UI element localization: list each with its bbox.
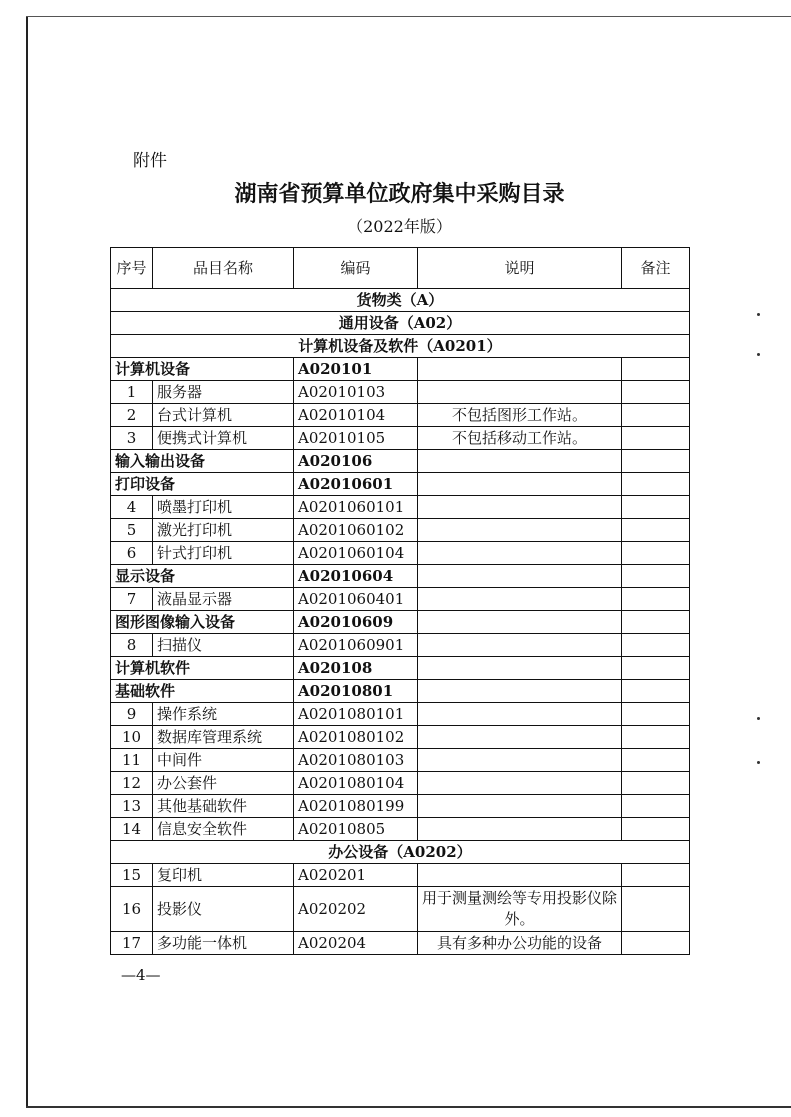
desc-cell (418, 450, 622, 473)
item-code: A0201060101 (294, 496, 418, 519)
item-code: A0201060104 (294, 542, 418, 565)
section-title: 办公设备（A0202） (111, 841, 690, 864)
item-desc (418, 749, 622, 772)
item-desc: 用于测量测绘等专用投影仪除外。 (418, 887, 622, 932)
item-code: A0201060901 (294, 634, 418, 657)
item-seq: 14 (111, 818, 153, 841)
category-name: 输入输出设备 (111, 450, 294, 473)
item-seq: 8 (111, 634, 153, 657)
table-row (111, 542, 690, 565)
item-code: A0201080101 (294, 703, 418, 726)
category-row (111, 680, 690, 703)
item-name: 多功能一体机 (153, 932, 294, 955)
note-cell (622, 703, 690, 726)
category-row (111, 611, 690, 634)
document-edition: （2022年版） (347, 217, 452, 236)
note-cell (622, 358, 690, 381)
note-cell (622, 726, 690, 749)
category-code: A020108 (294, 657, 418, 680)
item-name: 服务器 (153, 381, 294, 404)
table-row (111, 726, 690, 749)
section-title: 通用设备（A02） (111, 312, 690, 335)
note-cell (622, 818, 690, 841)
item-seq: 16 (111, 887, 153, 932)
item-seq: 17 (111, 932, 153, 955)
scan-speck (757, 353, 760, 356)
category-code: A02010601 (294, 473, 418, 496)
note-cell (622, 772, 690, 795)
item-name: 激光打印机 (153, 519, 294, 542)
desc-cell (418, 657, 622, 680)
item-code: A020202 (294, 887, 418, 932)
category-code: A02010604 (294, 565, 418, 588)
table-row (111, 703, 690, 726)
note-cell (622, 932, 690, 955)
note-cell (622, 864, 690, 887)
section-row (111, 841, 690, 864)
section-row (111, 335, 690, 358)
table-row (111, 932, 690, 955)
item-desc (418, 864, 622, 887)
item-desc (418, 818, 622, 841)
scan-speck (757, 717, 760, 720)
category-code: A02010609 (294, 611, 418, 634)
item-seq: 7 (111, 588, 153, 611)
item-seq: 12 (111, 772, 153, 795)
category-name: 计算机软件 (111, 657, 294, 680)
table-row (111, 864, 690, 887)
item-seq: 15 (111, 864, 153, 887)
item-desc: 不包括移动工作站。 (418, 427, 622, 450)
item-code: A020204 (294, 932, 418, 955)
table-row (111, 818, 690, 841)
category-name: 基础软件 (111, 680, 294, 703)
category-row (111, 473, 690, 496)
item-name: 信息安全软件 (153, 818, 294, 841)
item-code: A0201060401 (294, 588, 418, 611)
note-cell (622, 887, 690, 932)
item-code: A0201080104 (294, 772, 418, 795)
item-name: 操作系统 (153, 703, 294, 726)
item-seq: 4 (111, 496, 153, 519)
category-row (111, 565, 690, 588)
desc-cell (418, 358, 622, 381)
item-code: A0201060102 (294, 519, 418, 542)
note-cell (622, 519, 690, 542)
section-title: 货物类（A） (111, 289, 690, 312)
note-cell (622, 473, 690, 496)
desc-cell (418, 565, 622, 588)
category-name: 打印设备 (111, 473, 294, 496)
note-cell (622, 450, 690, 473)
item-desc (418, 703, 622, 726)
desc-cell (418, 611, 622, 634)
header-seq: 序号 (111, 248, 153, 289)
item-name: 投影仪 (153, 887, 294, 932)
note-cell (622, 634, 690, 657)
item-seq: 6 (111, 542, 153, 565)
header-name: 品目名称 (153, 248, 294, 289)
table-row (111, 496, 690, 519)
table-row (111, 795, 690, 818)
item-desc (418, 772, 622, 795)
table-row (111, 381, 690, 404)
category-code: A02010801 (294, 680, 418, 703)
category-row (111, 358, 690, 381)
section-row (111, 289, 690, 312)
item-name: 喷墨打印机 (153, 496, 294, 519)
item-name: 数据库管理系统 (153, 726, 294, 749)
note-cell (622, 404, 690, 427)
item-name: 针式打印机 (153, 542, 294, 565)
section-row (111, 312, 690, 335)
item-name: 台式计算机 (153, 404, 294, 427)
item-desc (418, 381, 622, 404)
table-row (111, 772, 690, 795)
note-cell (622, 565, 690, 588)
item-desc (418, 726, 622, 749)
scan-speck (757, 761, 760, 764)
document-title: 湖南省预算单位政府集中采购目录 (234, 181, 565, 207)
header-note: 备注 (622, 248, 690, 289)
note-cell (622, 427, 690, 450)
scan-speck (757, 313, 760, 316)
item-name: 办公套件 (153, 772, 294, 795)
item-seq: 2 (111, 404, 153, 427)
note-cell (622, 542, 690, 565)
scan-edge-bottom (26, 1106, 791, 1108)
category-row (111, 657, 690, 680)
note-cell (622, 496, 690, 519)
category-row (111, 450, 690, 473)
item-desc (418, 542, 622, 565)
header-code: 编码 (294, 248, 418, 289)
note-cell (622, 795, 690, 818)
item-seq: 1 (111, 381, 153, 404)
item-desc (418, 496, 622, 519)
item-name: 其他基础软件 (153, 795, 294, 818)
item-code: A02010104 (294, 404, 418, 427)
item-desc (418, 634, 622, 657)
note-cell (622, 749, 690, 772)
item-code: A0201080102 (294, 726, 418, 749)
item-code: A0201080103 (294, 749, 418, 772)
note-cell (622, 588, 690, 611)
item-code: A02010805 (294, 818, 418, 841)
item-seq: 13 (111, 795, 153, 818)
item-desc: 不包括图形工作站。 (418, 404, 622, 427)
item-seq: 11 (111, 749, 153, 772)
section-title: 计算机设备及软件（A0201） (111, 335, 690, 358)
note-cell (622, 611, 690, 634)
table-header-row (111, 248, 690, 289)
item-code: A0201080199 (294, 795, 418, 818)
note-cell (622, 680, 690, 703)
table-row (111, 634, 690, 657)
category-code: A020101 (294, 358, 418, 381)
item-desc (418, 795, 622, 818)
header-desc: 说明 (418, 248, 622, 289)
page-number: —4— (121, 966, 161, 984)
item-seq: 9 (111, 703, 153, 726)
note-cell (622, 657, 690, 680)
note-cell (622, 381, 690, 404)
item-desc: 具有多种办公功能的设备 (418, 932, 622, 955)
item-name: 扫描仪 (153, 634, 294, 657)
procurement-catalog-table (110, 247, 690, 955)
item-code: A02010105 (294, 427, 418, 450)
desc-cell (418, 473, 622, 496)
category-name: 计算机设备 (111, 358, 294, 381)
item-desc (418, 519, 622, 542)
table-row (111, 427, 690, 450)
table-row (111, 749, 690, 772)
item-seq: 3 (111, 427, 153, 450)
item-code: A020201 (294, 864, 418, 887)
category-code: A020106 (294, 450, 418, 473)
category-name: 图形图像输入设备 (111, 611, 294, 634)
item-name: 中间件 (153, 749, 294, 772)
table-row (111, 519, 690, 542)
item-desc (418, 588, 622, 611)
item-seq: 5 (111, 519, 153, 542)
item-name: 便携式计算机 (153, 427, 294, 450)
item-seq: 10 (111, 726, 153, 749)
item-code: A02010103 (294, 381, 418, 404)
item-name: 复印机 (153, 864, 294, 887)
desc-cell (418, 680, 622, 703)
table-row (111, 887, 690, 932)
table-row (111, 588, 690, 611)
scan-edge-top (26, 16, 791, 17)
table-row (111, 404, 690, 427)
item-name: 液晶显示器 (153, 588, 294, 611)
category-name: 显示设备 (111, 565, 294, 588)
attachment-label: 附件 (133, 151, 167, 171)
